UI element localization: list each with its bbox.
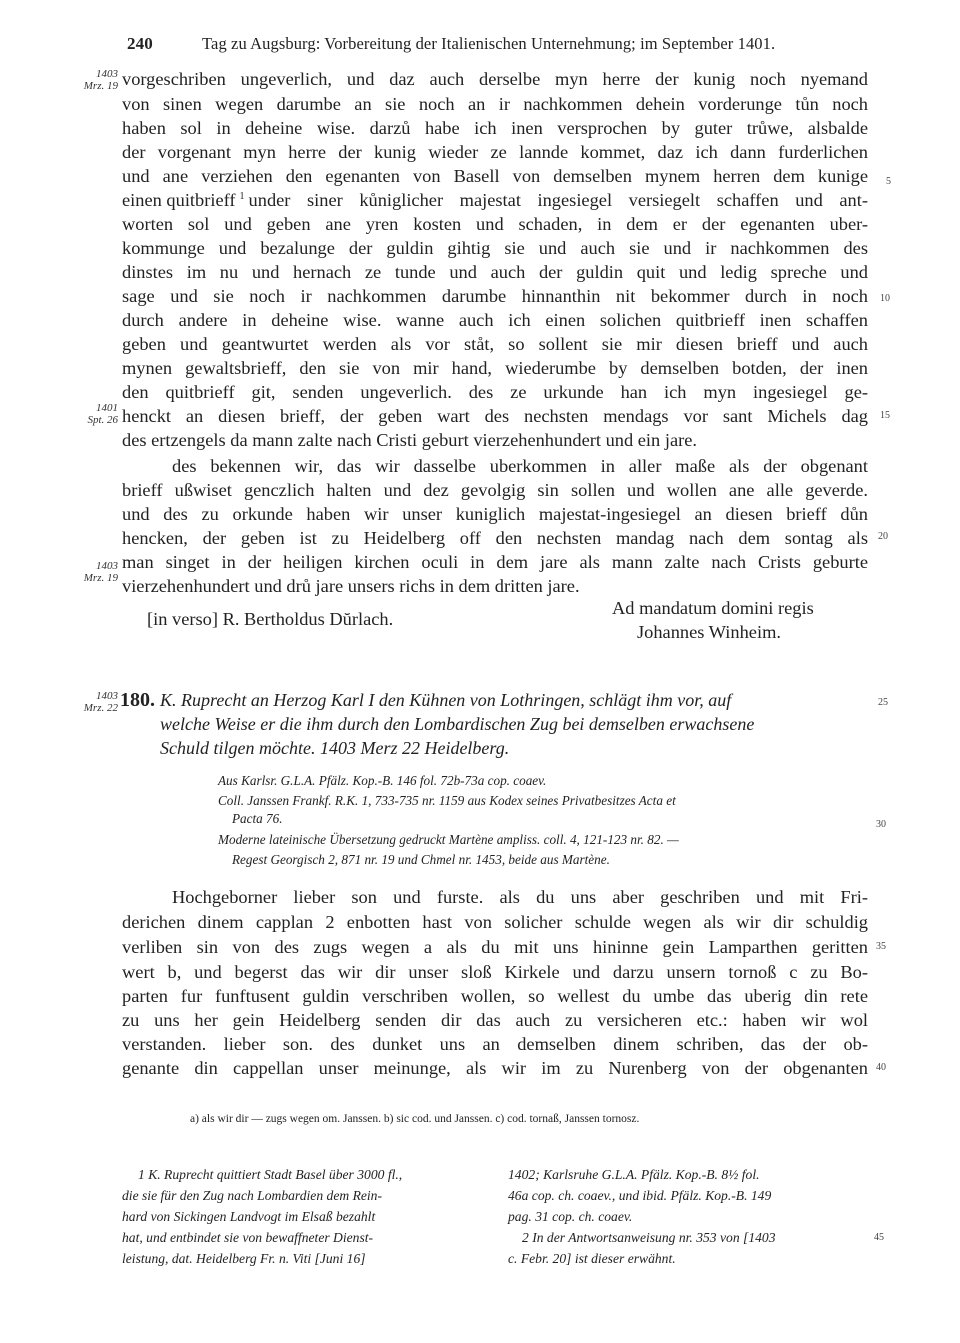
text-line: vorgeschriben ungeverlich, und daz auch derselbe myn herre der kunig noch nyemand	[122, 69, 868, 89]
text-line: worten sol und geben ane yren kosten und schaden, in dem er der egenanten uber-	[122, 214, 868, 234]
line-number: 5	[886, 176, 891, 187]
line-number: 30	[876, 819, 886, 830]
text-line: durch andere in deheine wise. wanne auch ich einen solichen quitbrieff inen schaffen	[122, 310, 868, 330]
regest-line: K. Ruprecht an Herzog Karl I den Kühnen von Lothringen, schlägt ihm vor, auf	[160, 690, 732, 710]
document-number: 180.	[120, 689, 155, 711]
footnote-line: hard von Sickingen Landvogt im Elsaß bezahlt	[122, 1209, 376, 1224]
running-title: Tag zu Augsburg: Vorbereitung der Italienischen Unternehmung; im September 1401.	[202, 34, 776, 53]
footnote-line: die sie für den Zug nach Lombardien dem Rein-	[122, 1188, 383, 1203]
source-line: Pacta 76.	[232, 811, 283, 826]
margin-date: 1403 Mrz. 19	[83, 68, 118, 92]
text-line: genante din cappellan unser meinunge, als wir im zu Nurenberg von der obgenanten	[122, 1058, 868, 1078]
text-line: henckt an diesen brieff, der geben wart des nechsten mendags vor sant Michels dag	[122, 406, 868, 426]
footnote-line: hat, und entbindet sie von bewaffneter Dienst-	[122, 1230, 374, 1245]
text-segment: einen quitbrieff	[122, 190, 236, 210]
text-line: mynen gewaltsbrieff, den sie von mir hand, wiederumbe by demselben botden, der inen	[122, 358, 868, 378]
line-number: 20	[878, 531, 888, 542]
footnote-line: c. Febr. 20] ist dieser erwähnt.	[508, 1251, 676, 1266]
footnote-marker: 1	[239, 191, 245, 202]
line-number: 40	[876, 1062, 886, 1073]
text-line: des ertzengels da mann zalte nach Cristi geburt vierzehenhundert und ein jare.	[122, 430, 697, 450]
text-line: hencken, der geben ist zu Heidelberg off den nechsten mandag nach dem sontag als	[122, 528, 868, 548]
margin-date: 1401 Spt. 26	[87, 402, 118, 426]
text-line: der vorgenant myn herre der kunig wieder ze lannde kommet, daz ich dann furderlichen	[122, 142, 868, 162]
footnote-line: pag. 31 cop. ch. coaev.	[508, 1209, 633, 1224]
footnote-line: 46a cop. ch. coaev., und ibid. Pfälz. Kop.-B. 149	[508, 1188, 772, 1203]
line-number: 15	[880, 410, 890, 421]
in-verso-note: [in verso] R. Bertholdus Dŭrlach.	[147, 609, 394, 629]
text-line	[122, 189, 868, 216]
text-line: dinstes im nu und hernach ze tunde und auch der guldin quit und ledig spreche und	[122, 262, 868, 282]
footnote-line: 1402; Karlsruhe G.L.A. Pfälz. Kop.-B. 8½ fol.	[508, 1167, 760, 1182]
text-line: wert b, und begerst das wir dir unser sloß Kirkele und darzu unsern tornoß c zu Bo-	[122, 962, 868, 982]
text-line: vierzehenhundert und drů jare unsers richs in dem dritten jare.	[122, 576, 580, 596]
source-line: Regest Georgisch 2, 871 nr. 19 und Chmel nr. 1453, beide aus Martène.	[232, 852, 610, 867]
mandatum-signature: Johannes Winheim.	[637, 622, 781, 642]
margin-date: 1403 Mrz. 19	[83, 560, 118, 584]
page-number: 240	[127, 34, 153, 53]
text-line: von sinen wegen darumbe an sie noch an ir nachkommen dehein vorderunge tůn noch	[122, 94, 868, 114]
line-number: 45	[874, 1232, 884, 1243]
text-line: und ane verziehen den egenanten von Basell von demselben mynem herren dem kunige	[122, 166, 868, 186]
text-line: und des zu orkunde haben wir unser kuniglich majestat-ingesiegel an diesen brieff důn	[122, 504, 868, 524]
text-segment: under siner kůniglicher majestat ingesiegel versiegelt schaffen und ant-	[248, 190, 868, 210]
footnote-line: leistung, dat. Heidelberg Fr. n. Viti [Juni 16]	[122, 1251, 366, 1266]
regest-line: Schuld tilgen möchte. 1403 Merz 22 Heidelberg.	[160, 738, 510, 758]
text-line: verliben sin von des zugs wegen a als du mit uns hininne gein Lamparthen geritten	[122, 937, 868, 957]
text-line: Hochgeborner lieber son und furste. als du uns aber geschriben und mit Fri-	[172, 887, 868, 907]
source-line: Aus Karlsr. G.L.A. Pfälz. Kop.-B. 146 fol. 72b-73a cop. coaev.	[218, 773, 547, 788]
source-line: Coll. Janssen Frankf. R.K. 1, 733-735 nr. 1159 aus Kodex seines Privatbesitzes Acta et	[218, 793, 676, 808]
mandatum-line: Ad mandatum domini regis	[612, 598, 814, 618]
footnote-line: 2 In der Antwortsanweisung nr. 353 von [1403	[522, 1230, 776, 1245]
text-line: derichen dinem capplan 2 enbotten hast von solicher schulde wegen als wir dir schuldig	[122, 912, 868, 932]
line-number: 25	[878, 697, 888, 708]
source-line: Moderne lateinische Übersetzung gedruckt Martène ampliss. coll. 4, 121-123 nr. 82. —	[218, 832, 679, 847]
text-line: geben und geantwurtet werden als vor ståt, so sollent sie mir diesen brieff und auch	[122, 334, 868, 354]
regest-line: welche Weise er die ihm durch den Lombardischen Zug bei demselben erwachsene	[160, 714, 755, 734]
text-line: verstanden. lieber son. des dunket uns an demselben dinem schriben, das der ob-	[122, 1034, 868, 1054]
text-line: kommunge und bezalunge der guldin gihtig sie und auch sie und ir nachkommen des	[122, 238, 868, 258]
text-line: parten fur funftusent guldin verschriben wollen, so wellest du umbe das uberig din rete	[122, 986, 868, 1006]
line-number: 35	[876, 941, 886, 952]
text-line: man singet in der heiligen kirchen oculi in dem jare als mann zalte nach Crists geburte	[122, 552, 868, 572]
textual-variants: a) als wir dir — zugs wegen om. Janssen. b) sic cod. und Janssen. c) cod. tornaß, Janssen tornosz.	[190, 1113, 640, 1125]
text-line: sage und sie noch ir nachkommen darumbe hinnanthin nit bekommer durch in noch	[122, 286, 868, 306]
margin-date: 1403 Mrz. 22	[83, 690, 118, 714]
text-line: den quitbrieff git, senden ungeverlich. des ze urkunde han ich myn ingesiegel ge-	[122, 382, 868, 402]
footnote-line: 1 K. Ruprecht quittiert Stadt Basel über 3000 fl.,	[138, 1167, 403, 1182]
text-line: des bekennen wir, das wir dasselbe uberkommen in aller maße als der obgenant	[172, 456, 868, 476]
text-line: zu uns her gein Heidelberg senden dir das auch zu versicheren etc.: haben wir wol	[122, 1010, 868, 1030]
text-line: brieff ußwiset genczlich halten und dez gevolgig sin sollen und wollen ane alle geverde.	[122, 480, 868, 500]
line-number: 10	[880, 293, 890, 304]
text-line: haben sol in deheine wise. darzů habe ich inen versprochen by guter trůwe, alsbalde	[122, 118, 868, 138]
